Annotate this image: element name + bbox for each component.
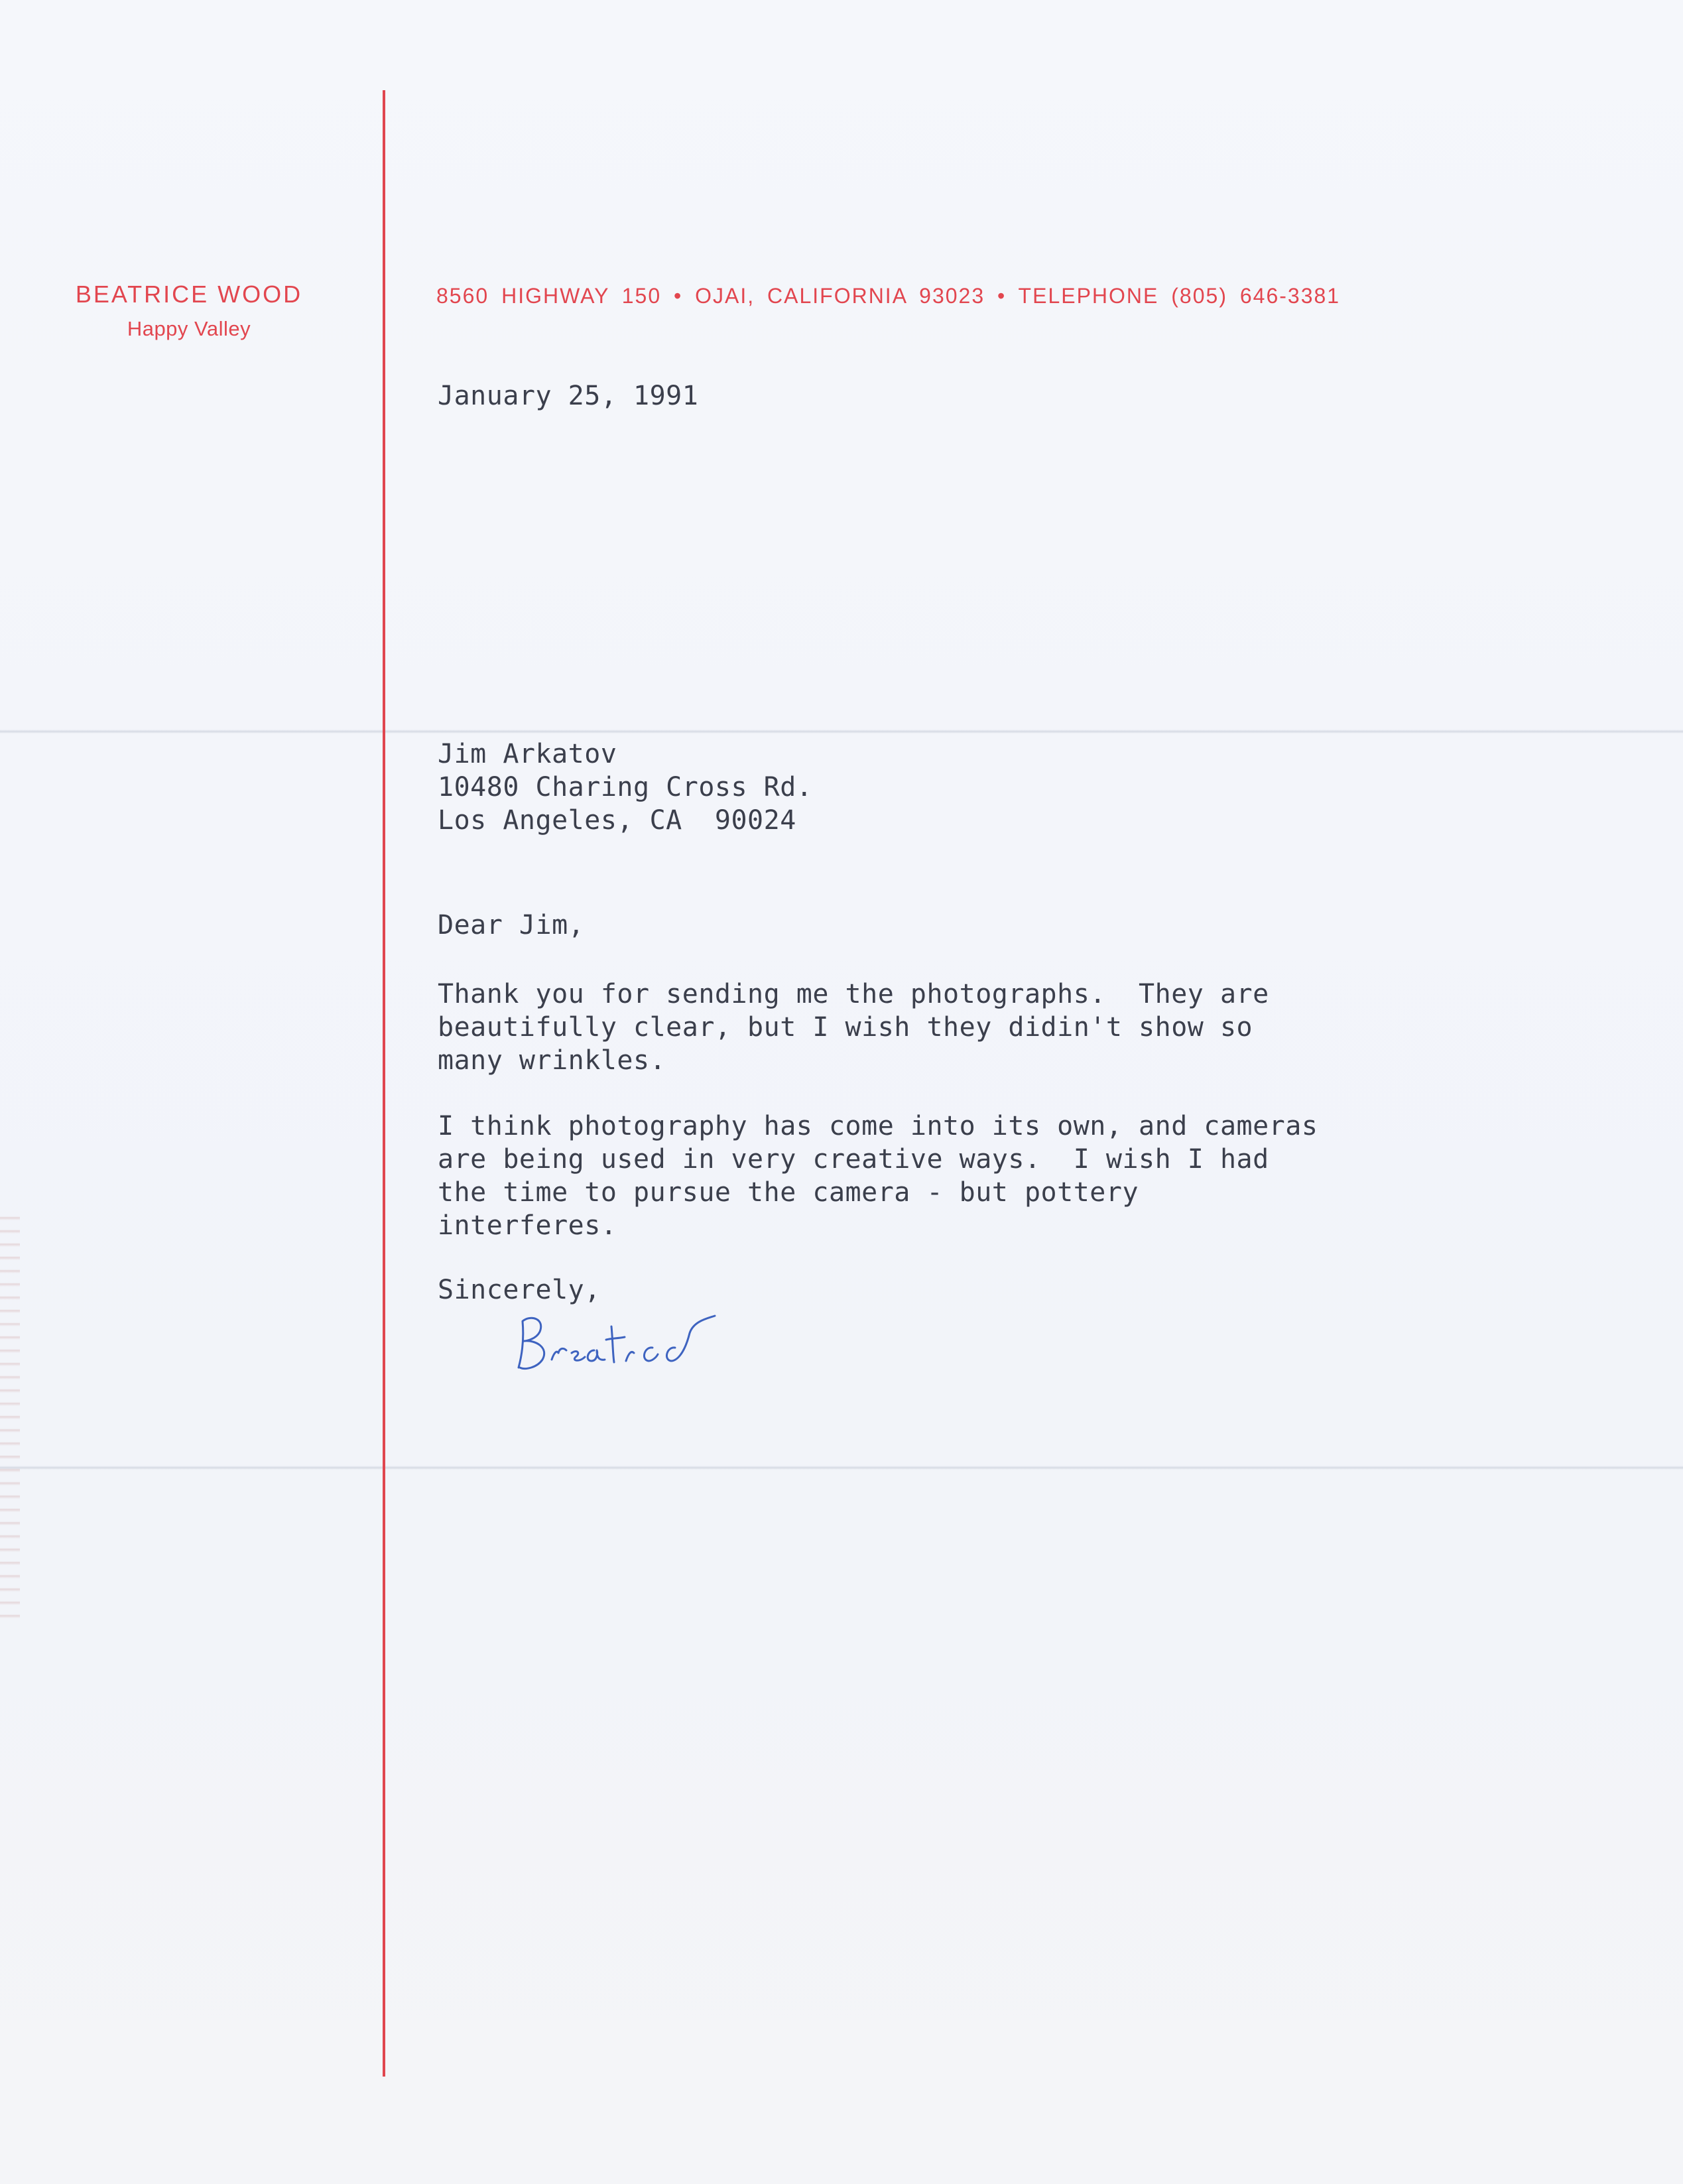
recipient-address-block: [438, 738, 812, 837]
paragraph-2-line: I think photography has come into its own, and cameras: [438, 1111, 1318, 1141]
paragraph-2-line: are being used in very creative ways. I wish I had: [438, 1144, 1269, 1175]
paper-edge-wear: [0, 1207, 20, 1618]
letter-paragraph-2: [438, 1110, 1318, 1242]
paragraph-1-line: many wrinkles.: [438, 1045, 666, 1076]
fold-line-upper: [0, 730, 1683, 734]
letter-paragraph-1: [438, 978, 1269, 1077]
handwritten-signature: [511, 1307, 723, 1380]
letter-greeting: Dear Jim,: [438, 910, 585, 940]
letterhead-address: 8560 HIGHWAY 150 • OJAI, CALIFORNIA 93023 • TELEPHONE (805) 646-3381: [436, 284, 1341, 308]
letterhead-name: BEATRICE WOOD: [75, 281, 303, 308]
letter-closing: Sincerely,: [438, 1275, 601, 1305]
paragraph-2-line: interferes.: [438, 1210, 617, 1241]
letter-date: January 25, 1991: [438, 381, 699, 411]
fold-line-lower: [0, 1466, 1683, 1470]
paragraph-1-line: beautifully clear, but I wish they didin't show so: [438, 1012, 1253, 1043]
recipient-city-line: Los Angeles, CA 90024: [438, 805, 796, 836]
paragraph-1-line: Thank you for sending me the photographs. They are: [438, 979, 1269, 1009]
recipient-street: 10480 Charing Cross Rd.: [438, 772, 813, 803]
recipient-name: Jim Arkatov: [438, 739, 617, 769]
paragraph-2-line: the time to pursue the camera - but pottery: [438, 1177, 1139, 1208]
letterhead-subtitle: Happy Valley: [127, 317, 251, 340]
letterhead-vertical-rule: [383, 90, 385, 2077]
